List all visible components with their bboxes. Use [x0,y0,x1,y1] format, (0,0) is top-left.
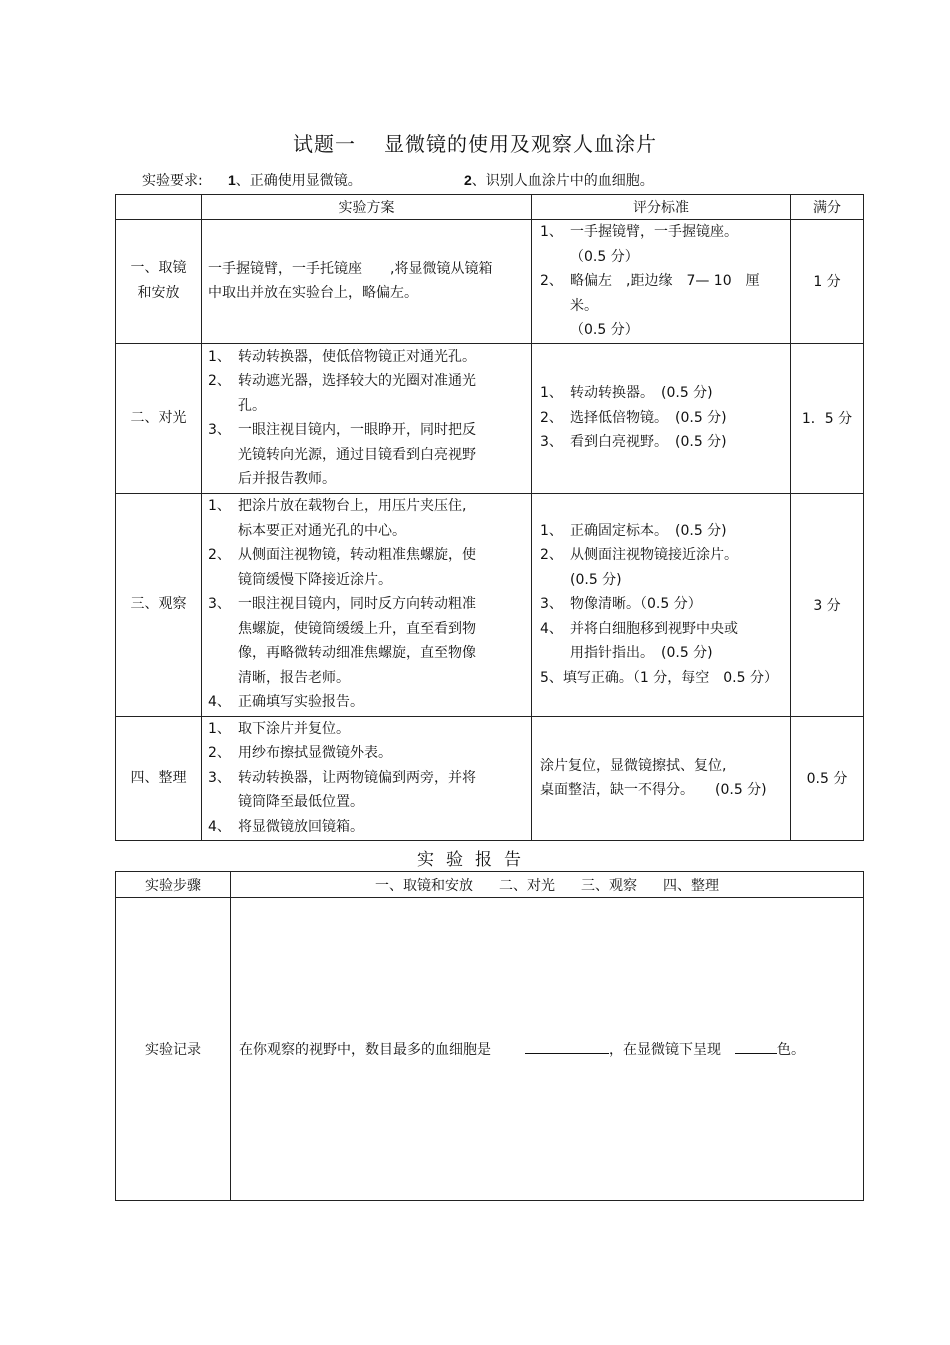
criteria-cell: 1、 转动转换器。 (0.5 分) 2、 选择低倍物镜。 (0.5 分) 3、 看到白亮视野。 (0.5 分) [532,343,791,493]
blank-color[interactable] [735,1039,777,1054]
report-steps-row [116,872,864,898]
criteria-cell: 1、 一手握镜臂，一手握镜座。 （0.5 分） 2、 略偏左 ,距边缘 7— 10 厘米。 （0.5 分） [532,220,791,344]
score-cell: 1 分 [791,220,864,344]
requirement-2: 2、识别人血涂片中的血细胞。 [464,172,654,189]
score-cell: 1．5 分 [791,343,864,493]
scoring-table [115,194,864,841]
steps-list: 一、取镜和安放 二、对光 三、观察 四、整理 [231,872,864,898]
record-cell: 在你观察的视野中，数目最多的血细胞是 ，在显微镜下呈现 色。 [231,898,864,1201]
criteria-cell: 1、 正确固定标本。 (0.5 分) 2、 从侧面注视物镜接近涂片。 (0.5 分) 3、 物像清晰。（0.5 分） 4、 并将白细胞移到视野中央或 用指针指出。 (0.5 分) 5、填写正确。（1 分，每空 0.5 分） [532,493,791,716]
score-cell: 3 分 [791,493,864,716]
criteria-cell: 涂片复位，显微镜擦拭、复位, 桌面整洁，缺一不得分。 (0.5 分) [532,716,791,840]
step-name: 四、整理 [116,716,202,840]
header-score: 满分 [791,195,864,220]
header-plan: 实验方案 [202,195,532,220]
blank-cell-type[interactable] [525,1039,609,1054]
experiment-requirements [142,170,654,190]
step-name: 二、对光 [116,343,202,493]
header-blank [116,195,202,220]
requirements-label: 实验要求: [142,173,203,189]
plan-cell: 1、 转动转换器，使低倍物镜正对通光孔。 2、 转动遮光器，选择较大的光圈对准通光 孔。 3、 一眼注视目镜内，一眼睁开，同时把反 光镜转向光源，通过目镜看到白亮视野 后并报告教师。 [202,343,532,493]
table-row [116,220,864,344]
step-name: 一、取镜 和安放 [116,220,202,344]
score-cell: 0.5 分 [791,716,864,840]
header-criteria: 评分标准 [532,195,791,220]
table-row [116,716,864,840]
scoring-table-header [116,195,864,220]
report-record-row [116,898,864,1201]
table-row [116,493,864,716]
plan-cell: 1、 把涂片放在载物台上，用压片夹压住, 标本要正对通光孔的中心。 2、 从侧面注视物镜，转动粗准焦螺旋，使 镜筒缓慢下降接近涂片。 3、 一眼注视目镜内，同时反方向转动粗准 焦螺旋，使镜筒缓缓上升，直至看到物 像，再略微转动细准焦螺旋，直至物像 清晰，报告老师。 4、 正确填写实验报告。 [202,493,532,716]
step-name: 三、观察 [116,493,202,716]
requirement-1: 1、正确使用显微镜。 [228,172,362,189]
report-title: 实验报告 [417,850,533,870]
page-title: 试题一 显微镜的使用及观察人血涂片 [293,132,657,156]
plan-cell: 一手握镜臂，一手托镜座 ,将显微镜从镜箱 中取出并放在实验台上，略偏左。 [202,220,532,344]
report-table [115,871,864,1201]
record-label: 实验记录 [116,898,231,1201]
table-row [116,343,864,493]
steps-label: 实验步骤 [116,872,231,898]
plan-cell: 1、 取下涂片并复位。 2、 用纱布擦拭显微镜外表。 3、 转动转换器，让两物镜偏到两旁，并将 镜筒降至最低位置。 4、 将显微镜放回镜箱。 [202,716,532,840]
